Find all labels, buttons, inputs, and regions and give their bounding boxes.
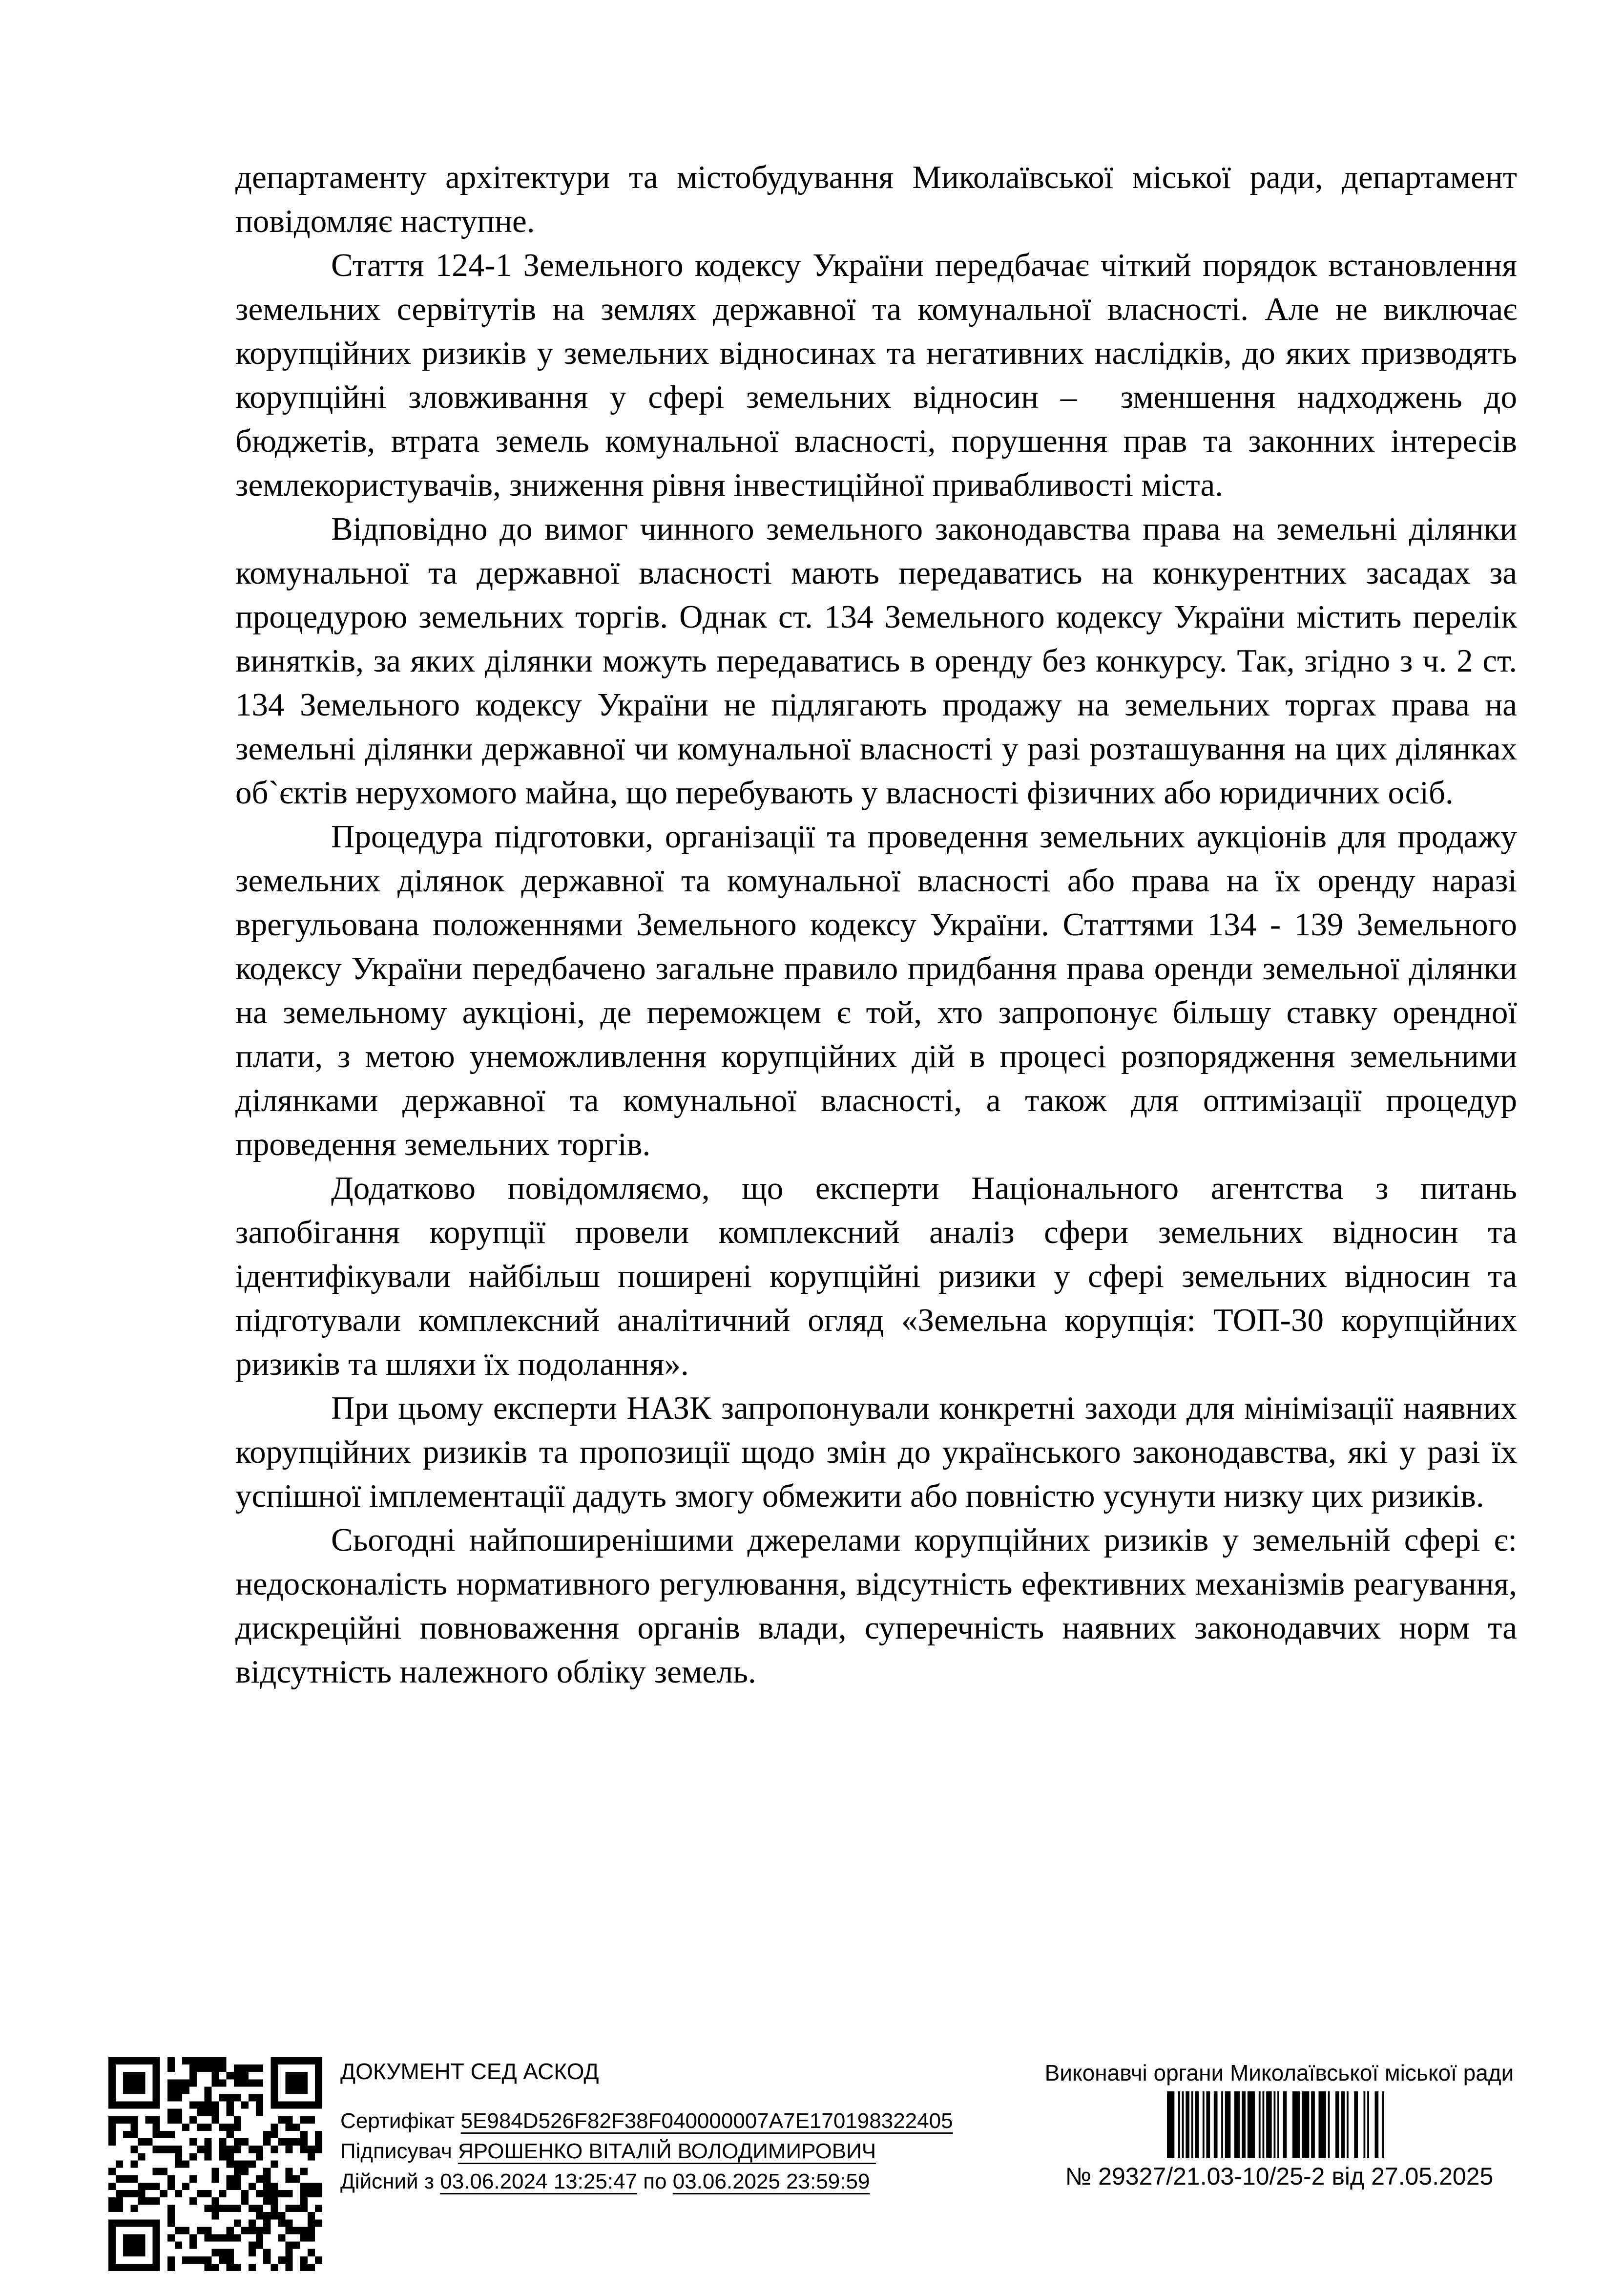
valid-to-value: 03.06.2025 23:59:59 xyxy=(672,2170,870,2193)
certificate-row xyxy=(340,2106,953,2136)
validity-label: Дійсний з xyxy=(340,2170,435,2193)
document-number: № 29327/21.03-10/25-2 від 27.05.2025 xyxy=(1065,2163,1494,2190)
barcode xyxy=(1167,2091,1392,2158)
body-paragraph: Стаття 124-1 Земельного кодексу України передбачає чіткий порядок встановлення земельних сервітутів на землях державної та комунальної власності. Але не виключає корупційних ризиків у земельних відносинах та негативних наслідків, до яких призводять корупційні зловживання у сфері земельних відносин – зменшення надходжень до бюджетів, втрата земель комунальної власності, порушення прав та законних інтересів землекористувачів, зниження рівня інвестиційної привабливості міста. xyxy=(235,247,1525,503)
organization-name: Виконавчі органи Миколаївської міської ради xyxy=(1044,2060,1514,2085)
body-paragraph: департаменту архітектури та містобудування Миколаївської міської ради, департамент повідомляє наступне. xyxy=(235,159,1534,239)
edms-system-label: ДОКУМЕНТ СЕД АСКОД xyxy=(340,2059,599,2084)
signer-label: Підписувач xyxy=(340,2139,452,2163)
signer-row xyxy=(340,2136,953,2167)
validity-separator: по xyxy=(643,2170,667,2193)
signature-stamp xyxy=(340,2056,953,2197)
registration-block xyxy=(1025,2060,1533,2190)
qr-code xyxy=(108,2057,322,2271)
body-paragraph: При цьому експерти НАЗК запропонували конкретні заходи для мінімізації наявних корупційних ризиків та пропозиції щодо змін до українського законодавства, які у разі їх успішної імплементації дадуть змогу обмежити або повністю усунути низку цих ризиків. xyxy=(235,1390,1525,1514)
signer-value: ЯРОШЕНКО ВІТАЛІЙ ВОЛОДИМИРОВИЧ xyxy=(458,2139,876,2163)
body-paragraph: Відповідно до вимог чинного земельного законодавства права на земельні ділянки комунальної та державної власності мають передаватись на конкурентних засадах за процедурою земельних торгів. Однак ст. 134 Земельного кодексу України містить перелік винятків, за яких ділянки можуть передаватись в оренду без конкурсу. Так, згідно з ч. 2 ст. 134 Земельного кодексу України не підлягають продажу на земельних торгах права на земельні ділянки державної чи комунальної власності у разі розташування на цих ділянках об`єктів нерухомого майна, що перебувають у власності фізичних або юридичних осіб. xyxy=(235,511,1525,811)
valid-from-value: 03.06.2024 13:25:47 xyxy=(440,2170,637,2193)
body-paragraph: Процедура підготовки, організації та проведення земельних аукціонів для продажу земельних ділянок державної та комунальної власності або права на їх оренду наразі врегульована положеннями Земельного кодексу України. Статтями 134 - 139 Земельного кодексу України передбачено загальне правило придбання права оренди земельної ділянки на земельному аукціоні, де переможцем є той, хто запропонує більшу ставку орендної плати, з метою унеможливлення корупційних дій в процесі розпорядження земельними ділянками державної та комунальної власності, а також для оптимізації процедур проведення земельних торгів. xyxy=(235,819,1525,1162)
certificate-value: 5E984D526F82F38F040000007A7E170198322405 xyxy=(460,2109,953,2133)
validity-row xyxy=(340,2167,953,2197)
body-paragraph: Додатково повідомляємо, що експерти Національного агентства з питань запобігання корупції провели комплексний аналіз сфери земельних відносин та ідентифікували найбільш поширені корупційні ризики у сфері земельних відносин та підготували комплексний аналітичний огляд «Земельна корупція: ТОП-30 корупційних ризиків та шляхи їх подолання». xyxy=(235,1170,1525,1382)
certificate-label: Сертифікат xyxy=(340,2109,455,2133)
body-paragraph: Сьогодні найпоширенішими джерелами корупційних ризиків у земельній сфері є: недосконалість нормативного регулювання, відсутність ефективних механізмів реагування, дискреційні повноваження органів влади, суперечність наявних законодавчих норм та відсутність належного обліку земель. xyxy=(235,1522,1525,1690)
letter-body xyxy=(235,155,1534,1694)
